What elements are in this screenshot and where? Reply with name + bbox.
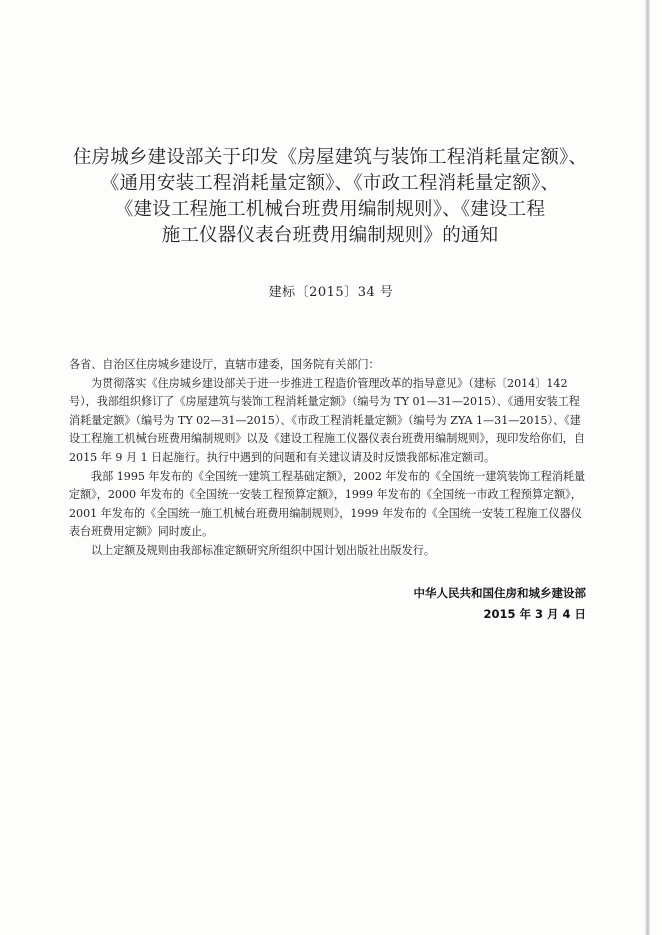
paragraph-2: 我部 1995 年发布的《全国统一建筑工程基础定额》，2002 年发布的《全国统一建筑装饰工程消耗量定额》，2000 年发布的《全国统一安装工程预算定额》，1999 年发布的《全国统一市政工程预算定额》，2001 年发布的《全国统一施工机械台班费用编制规则》，1999 年发布的《全国统一安装工程施工仪器仪表台班费用定额》同时废止。 — [69, 469, 586, 539]
title-line-4: 施工仪器仪表台班费用编制规则》的通知 — [161, 225, 499, 246]
notice-title — [55, 145, 605, 249]
document-number: 建标〔2015〕34 号 — [268, 285, 394, 300]
issuer-name: 中华人民共和国住房和城乡建设部 — [413, 586, 586, 600]
issue-date: 2015 年 3 月 4 日 — [483, 607, 586, 621]
signature-block — [414, 583, 587, 625]
page-binding-edge — [644, 0, 650, 935]
paragraph-3: 以上定额及规则由我部标准定额研究所组织中国计划出版社出版发行。 — [91, 543, 435, 557]
title-line-3: 《建设工程施工机械台班费用编制规则》、《建设工程 — [114, 199, 546, 220]
title-line-1: 住房城乡建设部关于印发《房屋建筑与装饰工程消耗量定额》、 — [72, 147, 588, 168]
salutation: 各省、自治区住房城乡建设厅，直辖市建委，国务院有关部门： — [69, 358, 380, 371]
title-line-2: 《通用安装工程消耗量定额》、《市政工程消耗量定额》、 — [100, 173, 560, 194]
notice-body — [69, 356, 587, 561]
paragraph-1: 为贯彻落实《住房城乡建设部关于进一步推进工程造价管理改革的指导意见》（建标〔2014〕142号），我部组织修订了《房屋建筑与装饰工程消耗量定额》（编号为 TY 01—31—2015）、《通用安装工程消耗量定额》（编号为 TY 02—31—2015）、《市政工程消耗量定额》（编号为 ZYA 1—31—2015）、《建设工程施工机械台班费用编制规则》以及《建设工程施工仪器仪表台班费用编制规则》，现印发给你们，自2015 年 9 月 1 日起施行。执行中遇到的问题和有关建议请及时反馈我部标准定额司。 — [69, 376, 585, 464]
